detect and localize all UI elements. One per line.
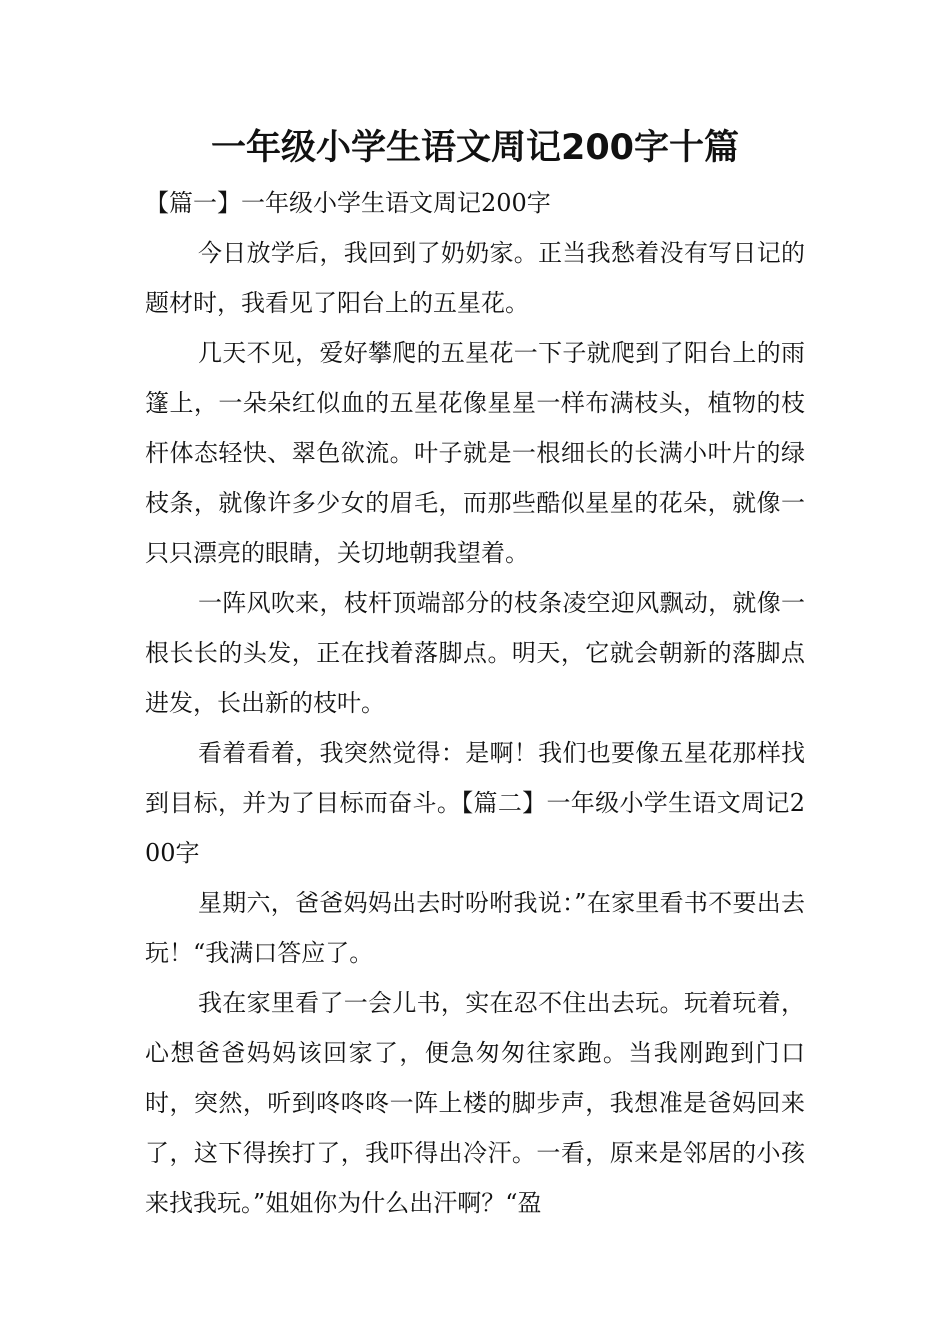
section-heading: 【篇一】一年级小学生语文周记200字 [145, 189, 551, 217]
page-title: 一年级小学生语文周记200字十篇 [210, 128, 740, 168]
paragraph: 今日放学后，我回到了奶奶家。正当我愁着没有写日记的题材时，我看见了阳台上的五星花。 [145, 239, 805, 317]
document-body [145, 178, 805, 1228]
paragraph: 我在家里看了一会儿书，实在忍不住出去玩。玩着玩着，心想爸爸妈妈该回家了，便急匆匆往家跑。当我刚跑到门口时，突然，听到咚咚咚一阵上楼的脚步声，我想准是爸妈回来了，这下得挨打了，我吓得出冷汗。一看，原来是邻居的小孩来找我玩。”姐姐你为什么出汗啊？“盈 [145, 989, 805, 1217]
paragraph: 星期六，爸爸妈妈出去时吩咐我说：”在家里看书不要出去玩！“我满口答应了。 [145, 889, 805, 967]
paragraph: 看着看着，我突然觉得：是啊！我们也要像五星花那样找到目标，并为了目标而奋斗。【篇二】一年级小学生语文周记200字 [145, 739, 805, 867]
paragraph: 一阵风吹来，枝杆顶端部分的枝条凌空迎风飘动，就像一根长长的头发，正在找着落脚点。明天，它就会朝新的落脚点进发，长出新的枝叶。 [145, 589, 805, 717]
paragraph: 几天不见，爱好攀爬的五星花一下子就爬到了阳台上的雨篷上，一朵朵红似血的五星花像星星一样布满枝头，植物的枝杆体态轻快、翠色欲流。叶子就是一根细长的长满小叶片的绿枝条，就像许多少女的眉毛，而那些酷似星星的花朵，就像一只只漂亮的眼睛，关切地朝我望着。 [145, 339, 805, 567]
